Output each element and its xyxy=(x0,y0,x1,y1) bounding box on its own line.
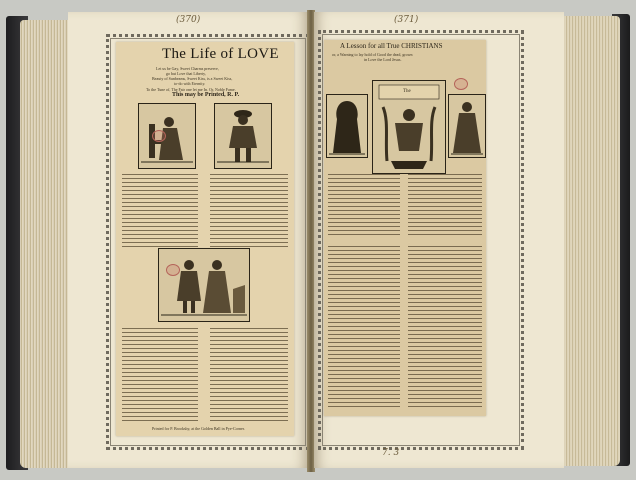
right-page-number: (371) xyxy=(394,15,419,25)
subtitle-line: Beauty of Sunbeams, Sweet Kiss, is a Sweet Kiss, xyxy=(152,76,233,81)
woodcut-scene-center xyxy=(372,80,446,174)
ballad-verse-column xyxy=(328,246,400,410)
subtitle-line: or, a Warning to lay hold of Good the dead, grown xyxy=(332,52,413,57)
licence-line: This may be Printed, R. P. xyxy=(172,92,240,98)
ballad-title-left: The Life of LOVE xyxy=(162,46,279,62)
imprint-line: Printed for P. Brooksby, at the Golden Ball in Pye-Corner. xyxy=(152,426,245,431)
subtitle-line: to-do with Eternity. xyxy=(174,81,206,86)
ballad-sheet-right xyxy=(324,40,486,416)
ballad-verse-column xyxy=(210,328,288,424)
left-page xyxy=(68,12,308,468)
ballad-verse-column xyxy=(122,328,198,424)
ballad-verse-column xyxy=(328,174,400,236)
ballad-verse-column xyxy=(210,174,288,250)
folio-mark: 7. 3 xyxy=(382,448,400,458)
subtitle-line: go but Love that Liberty, xyxy=(166,71,206,76)
woodcut-gentleman xyxy=(214,103,272,169)
ballad-verse-column xyxy=(408,174,482,236)
subtitle-line: in Love the Lord Jesus. xyxy=(364,57,402,62)
woodcut-seated-lady xyxy=(138,103,196,169)
library-stamp xyxy=(152,130,166,142)
woodcut-caption: The xyxy=(403,89,411,94)
subtitle-line: Let us be Gay, Sweet Charms preserve, xyxy=(156,66,219,71)
ballad-sheet-left xyxy=(116,42,294,436)
library-stamp xyxy=(166,264,180,276)
library-stamp xyxy=(454,78,468,90)
ballad-verse-column xyxy=(408,246,482,410)
woodcut-standing-lady xyxy=(448,94,486,158)
woodcut-couple xyxy=(158,248,250,322)
ballad-title-right: A Lesson for all True CHRISTIANS xyxy=(340,42,443,50)
ballad-verse-column xyxy=(122,174,198,250)
open-book xyxy=(6,10,630,472)
left-page-number: (370) xyxy=(176,15,201,25)
right-page xyxy=(314,12,564,468)
tune-line: To the Tune of, The Fair one let me In. Or, Noble Fame. xyxy=(146,87,236,92)
woodcut-hooded-figure xyxy=(326,94,368,158)
